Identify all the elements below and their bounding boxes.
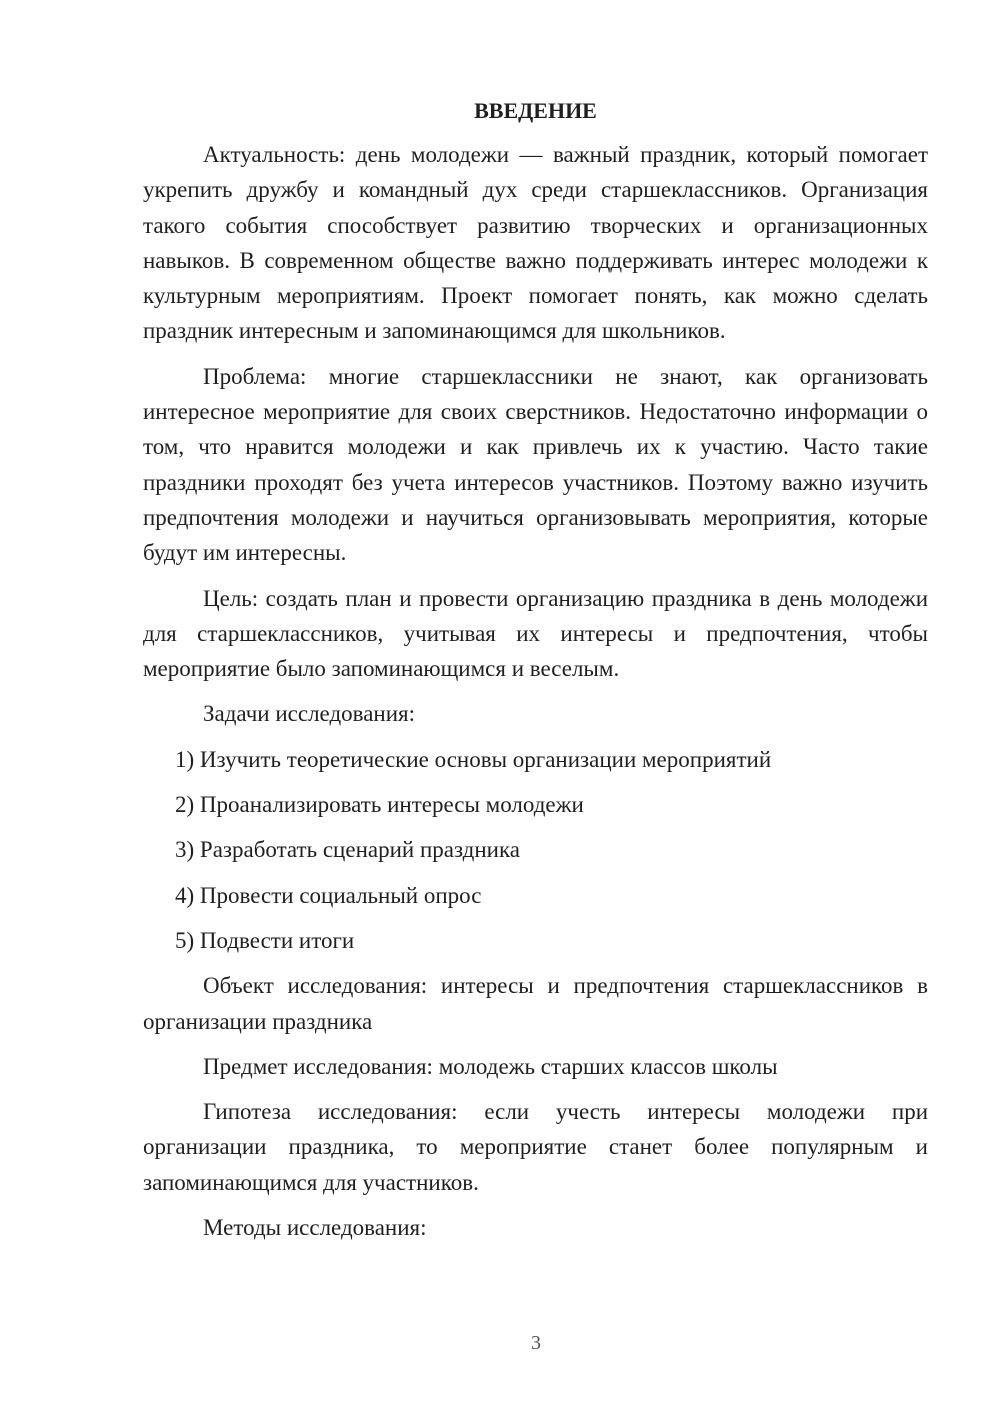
- task-item: 2) Проанализировать интересы молодежи: [175, 792, 584, 818]
- problem-paragraph: Проблема: многие старшеклассники не знают, как организовать интересное мероприятие для своих сверстников. Недостаточно информации о том, что нравится молодежи и как привлечь их к участию. Часто такие праздники проходят без учета интересов участников. Поэтому важно изучить предпочтения молодежи и научиться организовывать мероприятия, которые будут им интересны.: [143, 363, 928, 566]
- tasks-title: Задачи исследования:: [203, 701, 416, 727]
- task-item: 5) Подвести итоги: [175, 927, 355, 953]
- object-paragraph: Объект исследования: интересы и предпочтения старшеклассников в организации праздника: [143, 973, 928, 1034]
- relevance-paragraph: Актуальность: день молодежи — важный праздник, который помогает укрепить дружбу и командный дух среди старшеклассников. Организация такого события способствует развитию творческих и организационных навыков. В современном обществе важно поддерживать интерес молодежи к культурным мероприятиям. Проект помогает понять, как можно сделать праздник интересным и запоминающимся для школьников.: [143, 142, 928, 344]
- page-content: [143, 93, 928, 1255]
- goal-paragraph: Цель: создать план и провести организацию праздника в день молодежи для старшеклассников, учитывая их интересы и предпочтения, чтобы мероприятие было запоминающимся и веселым.: [143, 585, 928, 682]
- page-number: 3: [531, 1332, 541, 1354]
- section-heading: ВВЕДЕНИЕ: [474, 98, 597, 123]
- subject-paragraph: Предмет исследования: молодежь старших классов школы: [203, 1053, 778, 1079]
- task-item: 1) Изучить теоретические основы организации мероприятий: [175, 746, 772, 772]
- methods-title: Методы исследования:: [203, 1215, 427, 1241]
- task-item: 3) Разработать сценарий праздника: [175, 837, 520, 863]
- hypothesis-paragraph: Гипотеза исследования: если учесть интересы молодежи при организации праздника, то мероприятие станет более популярным и запоминающимся для участников.: [143, 1099, 928, 1195]
- task-item: 4) Провести социальный опрос: [175, 882, 482, 908]
- tasks-list: [143, 742, 928, 958]
